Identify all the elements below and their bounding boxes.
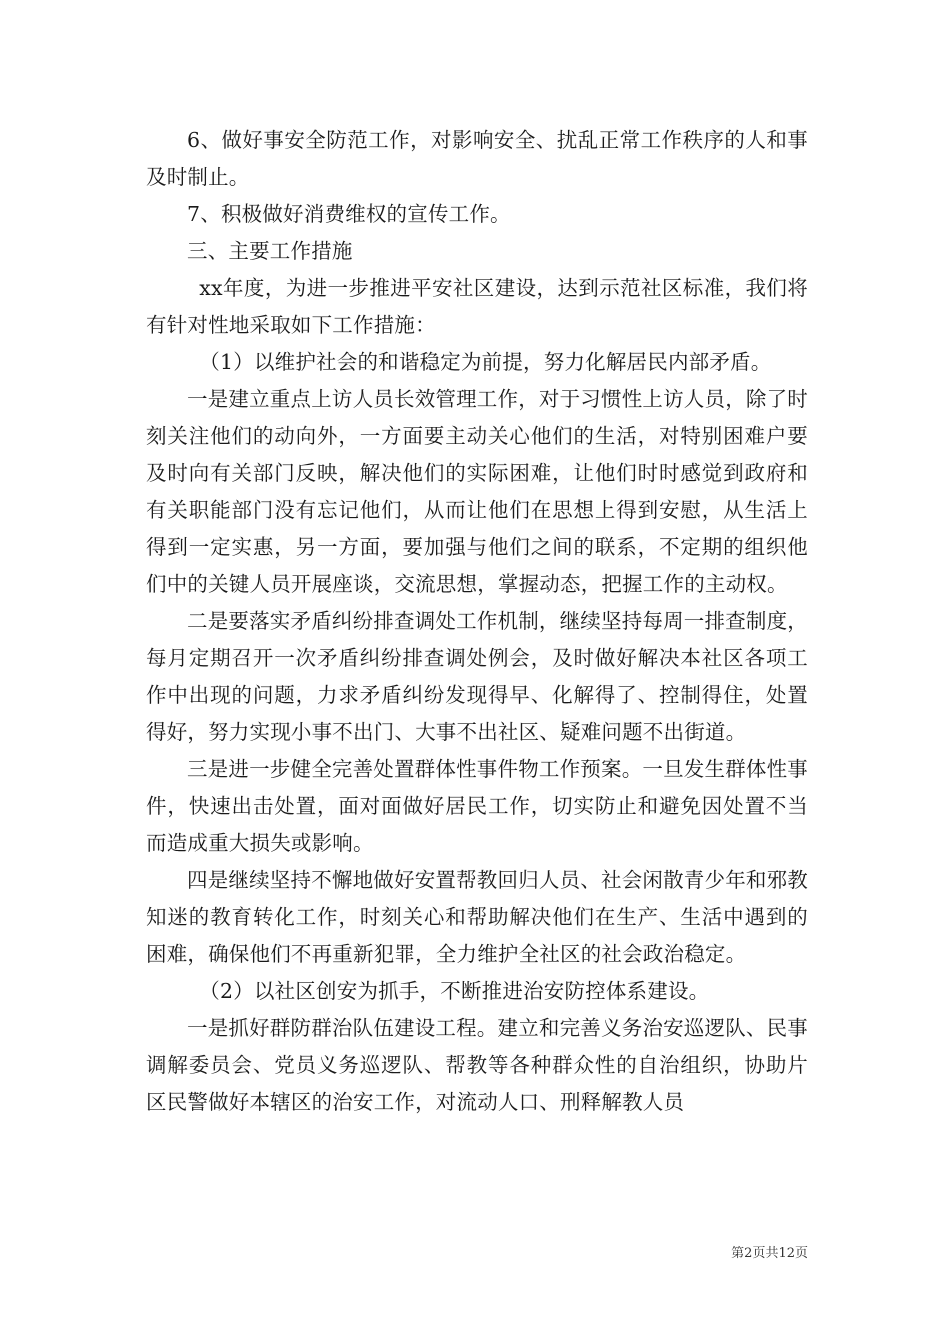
paragraph-point-4: 四是继续坚持不懈地做好安置帮教回归人员、社会闲散青少年和邪教知迷的教育转化工作，时刻关心和帮助解决他们在生产、生活中遇到的困难，确保他们不再重新犯罪，全力维护全社区的社会政治稳定。 [146,868,808,966]
page-number-footer: 第2页共12页 [731,1246,808,1261]
subheading-1: （1）以维护社会的和谐稳定为前提，努力化解居民内部矛盾。 [199,350,772,374]
paragraph-point-2: 二是要落实矛盾纠纷排查调处工作机制，继续坚持每周一排查制度，每月定期召开一次矛盾纠纷排查调处例会，及时做好解决本社区各项工作中出现的问题，力求矛盾纠纷发现得早、化解得了、控制得住，处置得好，努力实现小事不出门、大事不出社区、疑难问题不出街道。 [146,609,808,744]
paragraph-item-6: 6、做好事安全防范工作，对影响安全、扰乱正常工作秩序的人和事及时制止。 [146,128,808,189]
paragraph-intro: xx年度，为进一步推进平安社区建设，达到示范社区标准，我们将有针对性地采取如下工作措施： [146,276,808,337]
subheading-2: （2）以社区创安为抓手，不断推进治安防控体系建设。 [199,979,710,1003]
paragraph-item-7: 7、积极做好消费维权的宣传工作。 [187,202,511,226]
paragraph-point-1: 一是建立重点上访人员长效管理工作，对于习惯性上访人员，除了时刻关注他们的动向外，一方面要主动关心他们的生活，对特别困难户要及时向有关部门反映，解决他们的实际困难，让他们时时感觉到政府和有关职能部门没有忘记他们，从而让他们在思想上得到安慰，从生活上得到一定实惠，另一方面，要加强与他们之间的联系，不定期的组织他们中的关键人员开展座谈，交流思想，掌握动态，把握工作的主动权。 [146,387,808,596]
section-heading-measures: 三、主要工作措施 [187,239,353,263]
paragraph-point-5: 一是抓好群防群治队伍建设工程。建立和完善义务治安巡逻队、民事调解委员会、党员义务巡逻队、帮教等各种群众性的自治组织，协助片区民警做好本辖区的治安工作，对流动人口、刑释解教人员 [146,1016,808,1114]
document-body [146,122,808,1121]
paragraph-point-3: 三是进一步健全完善处置群体性事件物工作预案。一旦发生群体性事件，快速出击处置，面对面做好居民工作，切实防止和避免因处置不当而造成重大损失或影响。 [146,757,808,855]
